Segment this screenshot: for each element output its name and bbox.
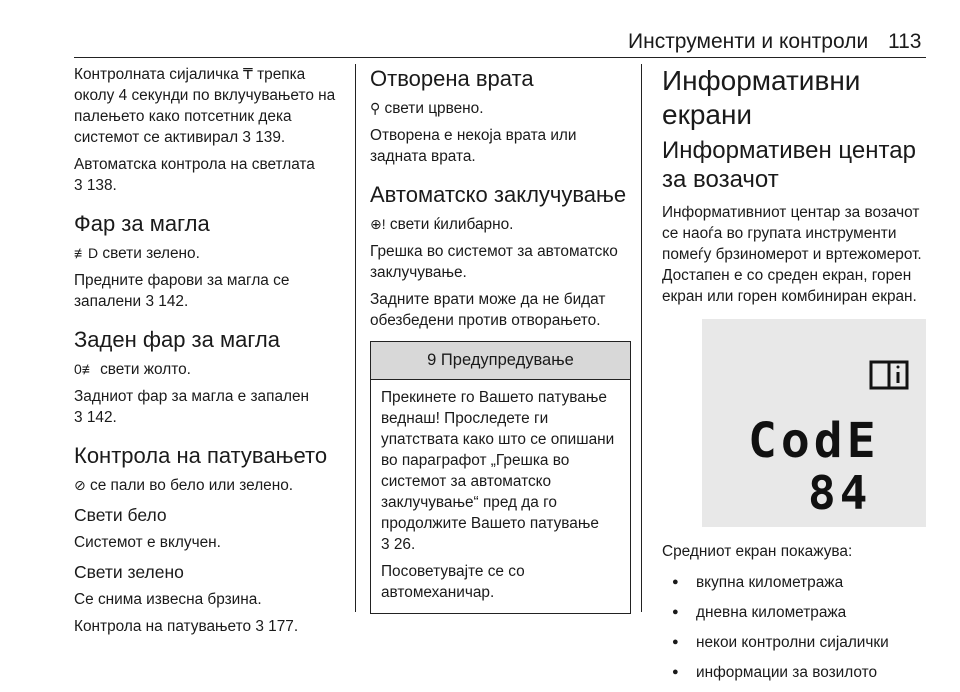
- info-center-description: Информативниот центар за возачот се наоѓа во групата инструменти помеѓу брзиномерот и вртежомерот. Достапен е со среден екран, горен екран или горен комбиниран екран.: [662, 204, 922, 305]
- rear-fog-light-icon: 0≢: [74, 361, 96, 377]
- list-item: ● дневна километража: [662, 602, 934, 623]
- display-word: CodE: [748, 413, 880, 469]
- page-ref: 3 26.: [381, 536, 416, 553]
- heading-lights-white: Свети бело: [74, 505, 167, 525]
- page-ref: 3 142.: [145, 293, 189, 310]
- lock-fault-text: Грешка во системот за автоматско заклучување.: [370, 243, 618, 281]
- heading-rear-fog-light: Заден фар за магла: [74, 327, 280, 352]
- fog-light-icon: ≢D: [74, 245, 99, 261]
- door-open-icon: ⚲: [370, 100, 381, 116]
- heading-fog-light: Фар за магла: [74, 211, 210, 236]
- lock-status: ⊕! свети ќилибарно.: [370, 216, 514, 233]
- list-item: ● некои контролни сијалички: [662, 632, 934, 653]
- paragraph-auto-lights: Автоматска контрола на светлата 3 138.: [74, 156, 315, 194]
- green-description: Се снима извесна брзина.: [74, 591, 262, 608]
- green-cruise-ref: Контрола на патувањето 3 177.: [74, 618, 299, 635]
- page-ref: 3 142.: [74, 409, 117, 426]
- paragraph-indicator: Контролната сијаличка ₸ трепка околу 4 секунди по вклучувањето на палењето како потсетник дека системот се активирал 3 139.: [74, 66, 336, 146]
- heading-auto-lock: Автоматско заклучување: [370, 182, 627, 207]
- column-3: [662, 64, 934, 692]
- warning-box: [370, 341, 631, 614]
- warning-text: Прекинете го Вашето патување веднаш! Проследете ги упатствата како што се опишани во параграфот „Грешка во системот за автоматско заклучување“ пред да го продолжите Вашето патување 3 26.: [381, 389, 615, 553]
- heading-cruise-control: Контрола на патувањето: [74, 443, 328, 468]
- book-icon: [871, 362, 907, 388]
- column-divider-1: [355, 64, 356, 612]
- warning-header: [371, 342, 630, 380]
- door-status: ⚲ свети црвено.: [370, 100, 484, 117]
- warning-title: 9 Предупредување: [427, 351, 574, 369]
- heading-info-displays: Информативни екрани: [662, 65, 861, 130]
- heading-lights-green: Свети зелено: [74, 562, 184, 582]
- rear-fog-status: 0≢ свети жолто.: [74, 361, 191, 378]
- rear-fog-description: Задниот фар за магла е запален 3 142.: [74, 388, 310, 426]
- door-description: Отворена е некоја врата или задната врата.: [370, 127, 577, 165]
- bullet-list: [662, 572, 934, 683]
- page-number: 113: [888, 30, 922, 53]
- middle-display-label: Средниот екран покажува:: [662, 543, 853, 560]
- page-header-title: Инструменти и контроли: [628, 30, 869, 53]
- white-description: Системот е вклучен.: [74, 534, 221, 551]
- list-item: ● вкупна километража: [662, 572, 934, 593]
- fog-status: ≢D свети зелено.: [74, 245, 200, 262]
- warning-body: [371, 380, 630, 613]
- header-rule: [74, 57, 926, 58]
- column-2: [370, 64, 632, 614]
- fog-description: Предните фарови за магла се запалени 3 142.: [74, 272, 290, 310]
- list-item: ● информации за возилото: [662, 662, 934, 683]
- page-ref: 3 138.: [74, 177, 117, 194]
- warning-advice: Посоветувајте се со автомеханичар.: [381, 563, 525, 601]
- column-1: [74, 64, 346, 643]
- page-ref: 3 139.: [242, 129, 286, 146]
- page-ref: 3 177.: [255, 618, 299, 635]
- auto-lock-icon: ⊕!: [370, 216, 386, 232]
- display-graphic: [702, 319, 926, 527]
- column-divider-2: [641, 64, 642, 612]
- cruise-control-icon: ⊘: [74, 477, 86, 493]
- display-illustration: [702, 319, 926, 527]
- lock-rear-text: Задните врати може да не бидат обезбедени против отворањето.: [370, 291, 606, 329]
- heading-driver-info-center: Информативен центар за возачот: [662, 137, 916, 193]
- cruise-status: ⊘ се пали во бело или зелено.: [74, 477, 294, 494]
- heading-door-open: Отворена врата: [370, 66, 534, 91]
- display-number: 84: [808, 466, 872, 520]
